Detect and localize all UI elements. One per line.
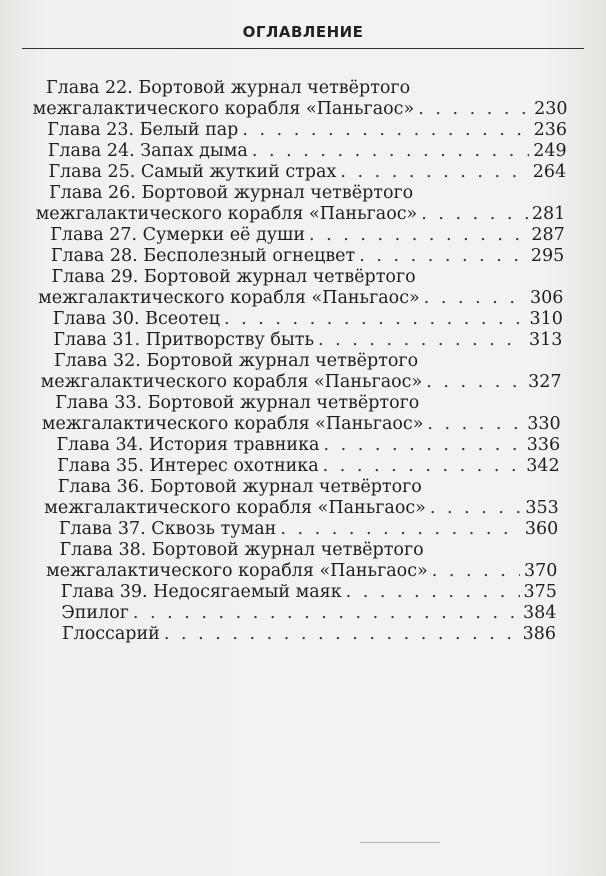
toc-dot-leader (424, 288, 526, 309)
toc-entry-title: межгалактического корабля «Паньгаос» (40, 372, 423, 392)
toc-entry-title: Глава 25. Самый жуткий страх (48, 162, 337, 182)
toc-entry (0, 519, 606, 540)
toc-page-number: 281 (531, 204, 566, 224)
toc-entry-title: межгалактического корабля «Паньгаос» (46, 561, 428, 581)
page-bottom-mark (360, 842, 440, 843)
toc-page-number: 230 (534, 99, 568, 119)
toc-dot-leader (340, 162, 528, 183)
toc-entry (0, 351, 606, 393)
page-header (0, 22, 606, 41)
toc-page-number: 306 (529, 288, 564, 308)
header-rule (22, 48, 584, 49)
toc-page-number: 375 (523, 582, 557, 602)
toc-dot-leader (309, 225, 527, 246)
toc-entry-title: межгалактического корабля «Паньгаос» (32, 99, 415, 119)
toc-entry (0, 309, 606, 330)
toc-dot-leader (430, 498, 521, 519)
toc-entry (0, 246, 606, 267)
toc-entry-title: Глава 37. Сквозь туман (58, 519, 277, 539)
toc-entry-title: Глоссарий (62, 624, 160, 644)
toc-entry-title: Эпилог (61, 603, 129, 623)
toc-entry-title: Глава 38. Бортовой журнал четвёртого (59, 540, 424, 560)
toc-entry (0, 624, 606, 645)
toc-dot-leader (418, 99, 530, 120)
toc-entry (0, 162, 606, 183)
toc-dot-leader (427, 414, 523, 435)
toc-page-number: 384 (523, 603, 557, 623)
toc-entry-title: Глава 22. Бортовой журнал четвёртого (46, 78, 411, 98)
toc-entry (0, 603, 606, 624)
toc-entry (0, 393, 606, 435)
toc-entry (0, 183, 606, 225)
toc-entry-title: Глава 33. Бортовой журнал четвёртого (55, 393, 420, 413)
toc-entry-title: Глава 28. Бесполезный огнецвет (50, 246, 356, 266)
toc-dot-leader (346, 582, 520, 603)
toc-dot-leader (426, 372, 524, 393)
toc-page-number: 313 (529, 330, 563, 350)
toc-entry (0, 330, 606, 351)
table-of-contents (0, 78, 606, 645)
toc-entry-title: Глава 34. История травника (56, 435, 320, 455)
toc-page-number: 330 (527, 414, 561, 434)
toc-dot-leader (252, 141, 529, 162)
toc-entry-title: межгалактического корабля «Паньгаос» (35, 204, 418, 224)
toc-page-number: 327 (528, 372, 562, 392)
toc-dot-leader (318, 330, 525, 351)
toc-entry (0, 582, 606, 603)
toc-page-number: 353 (525, 498, 559, 518)
toc-entry-title: Глава 35. Интерес охотника (57, 456, 319, 476)
toc-entry-title: Глава 39. Недосягаемый маяк (60, 582, 342, 602)
toc-page-number: 386 (522, 624, 556, 644)
toc-page-number: 287 (531, 225, 565, 245)
toc-page-number: 249 (533, 141, 567, 161)
toc-page-number: 295 (530, 246, 565, 266)
toc-dot-leader (133, 603, 519, 624)
toc-entry (0, 456, 606, 477)
toc-dot-leader (323, 435, 522, 456)
toc-page-number: 370 (523, 561, 558, 581)
toc-dot-leader (432, 561, 520, 582)
toc-page-number: 236 (533, 120, 568, 140)
toc-entry-title: Глава 27. Сумерки её души (50, 225, 305, 245)
toc-dot-leader (280, 519, 521, 540)
toc-entry-title: межгалактического корабля «Паньгаос» (38, 288, 420, 308)
toc-entry-title: Глава 26. Бортовой журнал четвёртого (49, 183, 414, 203)
toc-entry-title: Глава 24. Запах дыма (47, 141, 248, 161)
toc-page-number: 264 (532, 162, 567, 182)
toc-page-number: 336 (526, 435, 561, 455)
toc-dot-leader (224, 309, 526, 330)
toc-entry-title: Глава 30. Всеотец (52, 309, 220, 329)
toc-entry-title: Глава 36. Бортовой журнал четвёртого (57, 477, 422, 497)
toc-entry (0, 120, 606, 141)
toc-entry-title: межгалактического корабля «Паньгаос» (44, 498, 426, 518)
toc-dot-leader (242, 120, 529, 141)
toc-entry (0, 435, 606, 456)
toc-dot-leader (421, 204, 528, 225)
toc-dot-leader (164, 624, 519, 645)
toc-entry-title: Глава 29. Бортовой журнал четвёртого (51, 267, 416, 287)
toc-entry-title: Глава 32. Бортовой журнал четвёртого (54, 351, 419, 371)
toc-entry (0, 540, 606, 582)
toc-page-number: 360 (524, 519, 559, 539)
toc-entry (0, 225, 606, 246)
toc-dot-leader (359, 246, 527, 267)
toc-entry (0, 477, 606, 519)
toc-page-number: 310 (529, 309, 563, 329)
page-title: ОГЛАВЛЕНИЕ (242, 23, 364, 41)
toc-entry-title: межгалактического корабля «Паньгаос» (41, 414, 424, 434)
toc-page-number: 342 (526, 456, 560, 476)
toc-entry (0, 141, 606, 162)
toc-entry (0, 78, 606, 120)
toc-entry-title: Глава 31. Притворству быть (53, 330, 315, 350)
toc-dot-leader (323, 456, 523, 477)
toc-entry (0, 267, 606, 309)
toc-entry-title: Глава 23. Белый пар (47, 120, 239, 140)
